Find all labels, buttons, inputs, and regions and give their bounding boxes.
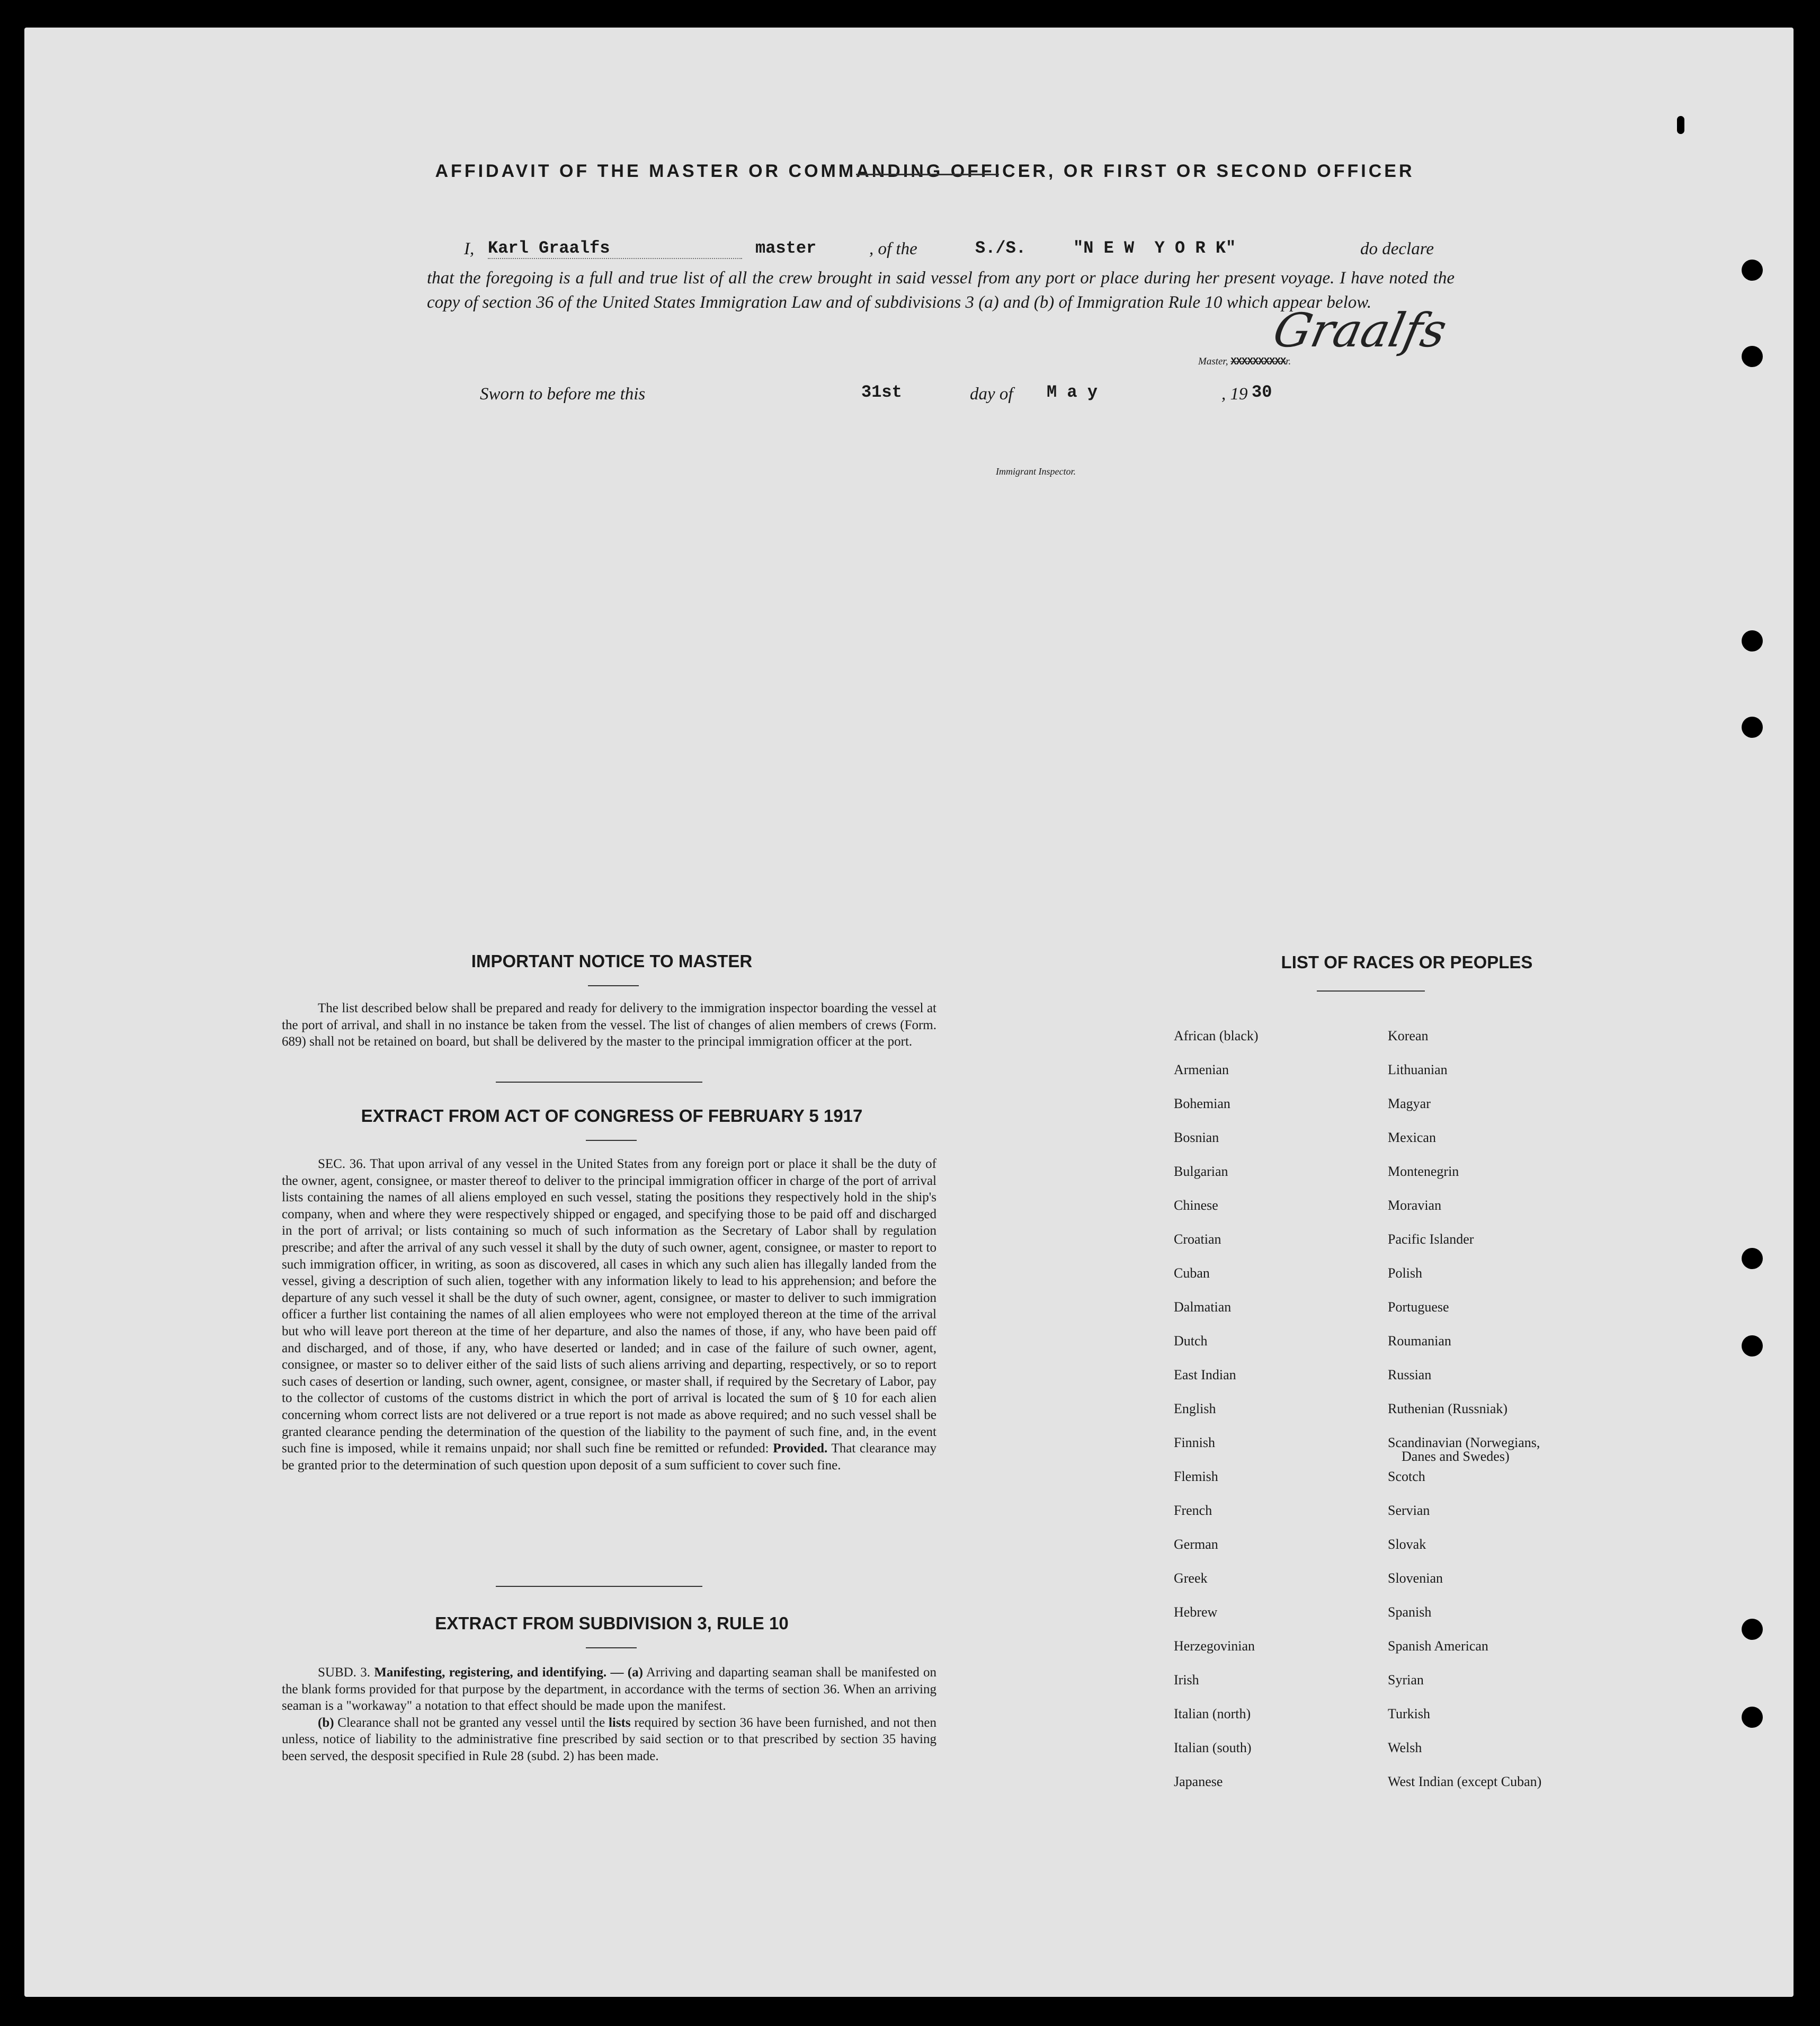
rank-field: master <box>755 238 817 258</box>
notice-separator <box>496 1082 702 1083</box>
race-item: Italian (south) <box>1174 1740 1252 1755</box>
punch-hole <box>1742 260 1763 281</box>
race-item: Irish <box>1174 1672 1199 1688</box>
vessel-prefix-field: S./S. <box>975 238 1027 258</box>
master-signature: Graalfs <box>1269 303 1452 358</box>
race-item: Croatian <box>1174 1231 1221 1247</box>
declare-label: do declare <box>1360 239 1434 258</box>
races-left-column <box>1174 1029 1386 1855</box>
act-text <box>282 1156 936 1474</box>
inspector-label: Immigrant Inspector. <box>996 466 1076 477</box>
sworn-day-field: 31st <box>861 382 902 402</box>
subd-dash: — <box>610 1665 624 1680</box>
title-rule <box>856 174 999 175</box>
notice-paragraph: The list described below shall be prepared and ready for delivery to the immigration inspector boarding the vessel at the port of arrival, and shall in no instance be taken from the vessel. The list of changes of alien members of crews (Form. 689) shall not be retained on board, but shall be delivered by the master to the principal immigration officer at the port. <box>282 1001 936 1049</box>
act-separator <box>496 1586 702 1587</box>
race-item: Bulgarian <box>1174 1164 1228 1179</box>
race-item: Roumanian <box>1388 1333 1451 1349</box>
race-item: Scandinavian (Norwegians, <box>1388 1435 1540 1450</box>
race-item: Slovak <box>1388 1537 1426 1552</box>
race-item: French <box>1174 1503 1212 1518</box>
act-heading: EXTRACT FROM ACT OF CONGRESS OF FEBRUARY 5 1917 <box>361 1106 863 1126</box>
affidavit-body: that the foregoing is a full and true list of all the crew brought in said vessel from any port or place during her present voyage. I have noted the copy of section 36 of the United States Immigration Law and of subdivisions 3 (a) and (b) of Immigration Rule 10 which appear below. <box>427 269 1455 312</box>
notice-heading-rule <box>588 985 639 986</box>
of-the-label: , of the <box>869 239 917 258</box>
race-item: Bosnian <box>1174 1130 1219 1145</box>
year-field: 30 <box>1252 382 1272 402</box>
punch-hole <box>1677 116 1684 134</box>
punch-hole <box>1742 1248 1763 1269</box>
subd-a-text: Arriving and daparting seaman shall be manifested on the blank forms provided for that purpose by the department, in accordance with the terms of section 36. When an arriving seaman is a "workaway" a notation to that effect should be made upon the manifest. <box>282 1665 937 1713</box>
master-label-end: r. <box>1286 356 1291 367</box>
race-item: Armenian <box>1174 1062 1229 1077</box>
rule-text <box>282 1664 936 1765</box>
day-of-label: day of <box>970 385 1013 404</box>
race-item: Welsh <box>1388 1740 1422 1755</box>
document-page <box>24 28 1794 1997</box>
notice-text <box>282 1000 936 1050</box>
subd-b-paragraph <box>282 1715 936 1765</box>
race-item: Italian (north) <box>1174 1706 1251 1721</box>
race-item: English <box>1174 1401 1216 1416</box>
race-item: Turkish <box>1388 1706 1430 1721</box>
vessel-name-field: "N E W Y O R K" <box>1073 238 1236 258</box>
race-item: Russian <box>1388 1367 1432 1382</box>
race-item: Spanish American <box>1388 1638 1488 1654</box>
struck-title-text: XXXXXXXXXX <box>1230 356 1286 368</box>
race-item: Greek <box>1174 1570 1208 1586</box>
race-item: Spanish <box>1388 1604 1432 1620</box>
race-item: Servian <box>1388 1503 1430 1518</box>
race-item: West Indian (except Cuban) <box>1388 1774 1542 1789</box>
sec-36-text-end: That clearance may be granted prior to the determination of such question upon deposit of a sum sufficient to cover such fine. <box>282 1441 937 1472</box>
notice-heading: IMPORTANT NOTICE TO MASTER <box>471 951 753 971</box>
subd-a-paragraph <box>282 1664 936 1715</box>
punch-hole <box>1742 1619 1763 1640</box>
sec-36-text: SEC. 36. That upon arrival of any vessel in the United States from any foreign port or place it shall be the duty of the owner, agent, consignee, or master thereof to deliver to the principal immigration officer in charge of the port of arrival lists containing the names of all aliens employed en such vessel, stating the positions they respectively hold in the ship's company, when and where they were respectively shipped or engaged, and specifying those to be paid off and discharged in the port of arrival; or lists containing so much of such information as the Secretary of Labor shall by regulation prescribe; and after the arrival of any such vessel it shall by the duty of such owner, agent, consignee, or master to report to such immigration officer, in writing, as soon as discovered, all cases in which any such alien has illegally landed from the vessel, giving a description of such alien, together with any information likely to lead to his apprehension; and before the departure of any such vessel it shall be the duty of such owner, agent, consignee, or master to deliver to such immigration officer a further list containing the names of all alien employees who were not employed thereon at the time of the arrival but who will leave port thereon at the time of her departure, and also the names of those, if any, who have been paid off and discharged, and of those, if any, who have deserted or landed; and in case of the failure of such owner, agent, consignee, or master so to deliver either of the said lists of such aliens arriving and departing, respectively, or so to report such cases of desertion or landing, such owner, agent, consignee, or master shall, if required by the Secretary of Labor, pay to the collector of customs of the customs district in which the port of arrival is located the sum of § 10 for each alien concerning whom correct lists are not delivered or a true report is not made as above required; and no such vessel shall be granted clearance pending the determination of the question of the liability to the payment of such fine, and, in the event such fine is imposed, while it remains unpaid; nor shall such fine be remitted or refunded: <box>282 1157 936 1456</box>
subd-b-label: (b) <box>318 1715 334 1730</box>
sworn-label: Sworn to before me this <box>480 385 646 404</box>
subd-prefix: SUBD. 3. <box>318 1665 370 1680</box>
master-name-field: Karl Graalfs <box>488 238 742 259</box>
affidavit-title: AFFIDAVIT OF THE MASTER OR COMMANDING OFFICER, OR FIRST OR SECOND OFFICER <box>435 161 1415 181</box>
punch-hole <box>1742 717 1763 738</box>
race-item: Dutch <box>1174 1333 1208 1349</box>
race-item: Cuban <box>1174 1265 1210 1281</box>
races-heading-rule <box>1317 990 1425 992</box>
rule-heading: EXTRACT FROM SUBDIVISION 3, RULE 10 <box>435 1613 789 1633</box>
race-item: East Indian <box>1174 1367 1236 1382</box>
race-item: Magyar <box>1388 1096 1431 1111</box>
lists-bold: lists <box>608 1715 631 1730</box>
race-item: Bohemian <box>1174 1096 1230 1111</box>
race-item: Flemish <box>1174 1469 1218 1484</box>
rule-heading-rule <box>586 1647 637 1648</box>
race-item: Syrian <box>1388 1672 1424 1688</box>
race-item: Mexican <box>1388 1130 1436 1145</box>
act-heading-rule <box>586 1140 637 1141</box>
race-item: Finnish <box>1174 1435 1216 1450</box>
punch-hole <box>1742 630 1763 651</box>
race-item: Portuguese <box>1388 1299 1449 1315</box>
race-item: Lithuanian <box>1388 1062 1448 1077</box>
year-prefix: , 19 <box>1221 385 1248 404</box>
race-item: African (black) <box>1174 1028 1259 1043</box>
race-item: Scotch <box>1388 1469 1425 1484</box>
race-item: Korean <box>1388 1028 1429 1043</box>
race-item-continuation: Danes and Swedes) <box>1402 1449 1510 1464</box>
race-item: Slovenian <box>1388 1570 1443 1586</box>
sworn-line <box>480 382 1306 409</box>
races-right-column <box>1388 1029 1684 1855</box>
master-label: Master, <box>1198 356 1228 367</box>
sworn-month-field: M a y <box>1047 382 1098 402</box>
race-item: Chinese <box>1174 1198 1218 1213</box>
race-item: Herzegovinian <box>1174 1638 1255 1654</box>
provided-bold: Provided. <box>773 1441 828 1456</box>
subd-a-label: (a) <box>627 1665 643 1680</box>
subd-b-text-end: required by section 36 have been furnished, and not then unless, notice of liability to the administrative fine prescribed by said section or to that prescribed by section 35 having been served, the desposit specified in Rule 28 (subd. 2) has been made. <box>282 1715 937 1763</box>
race-item: Moravian <box>1388 1198 1442 1213</box>
punch-hole <box>1742 1707 1763 1728</box>
subd-title: Manifesting, registering, and identifying. <box>374 1665 607 1680</box>
subd-b-text: Clearance shall not be granted any vessel until the <box>337 1715 605 1730</box>
punch-hole <box>1742 1335 1763 1356</box>
race-item: Montenegrin <box>1388 1164 1459 1179</box>
line-prefix: I, <box>464 239 475 258</box>
declaration-line <box>464 238 1455 265</box>
race-item: Dalmatian <box>1174 1299 1232 1315</box>
race-item: Ruthenian (Russniak) <box>1388 1401 1508 1416</box>
race-item: Hebrew <box>1174 1604 1218 1620</box>
race-item: German <box>1174 1537 1218 1552</box>
punch-hole <box>1742 346 1763 367</box>
race-item: Polish <box>1388 1265 1423 1281</box>
race-item: Pacific Islander <box>1388 1231 1474 1247</box>
sec-36-paragraph <box>282 1156 936 1474</box>
master-signature-label <box>1198 356 1291 368</box>
race-item: Japanese <box>1174 1774 1223 1789</box>
races-heading: LIST OF RACES OR PEOPLES <box>1281 952 1533 972</box>
